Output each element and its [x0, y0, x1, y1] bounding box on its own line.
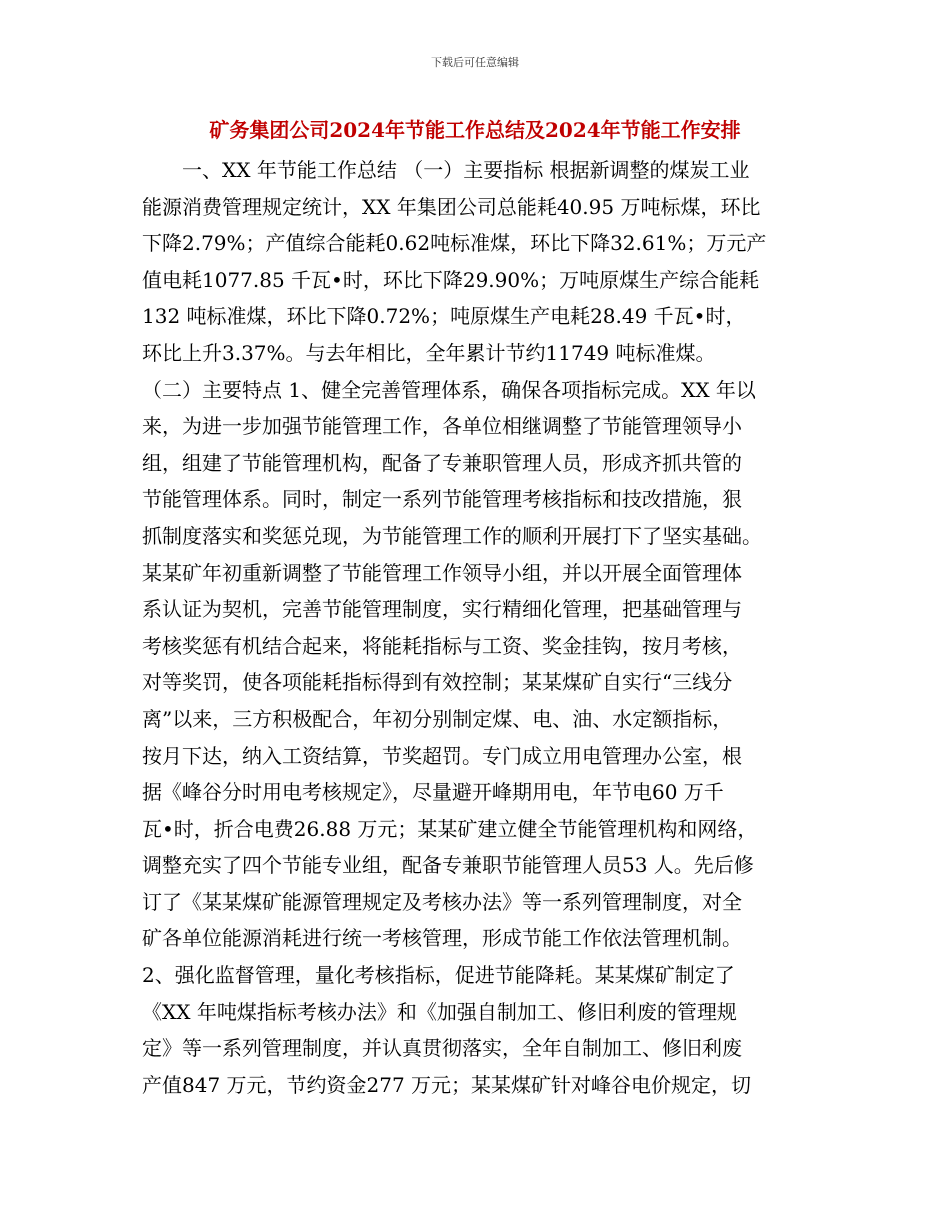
body-line: 离”以来，三方积极配合，年初分别制定煤、电、油、水定额指标，	[142, 706, 733, 731]
body-line: 订了《某某煤矿能源管理规定及考核办法》等一系列管理制度，对全	[142, 889, 742, 914]
body-line: 能源消费管理规定统计，XX 年集团公司总能耗40.95 万吨标煤，环比	[142, 194, 761, 219]
body-line: 下降2.79%；产值综合能耗0.62吨标准煤，环比下降32.61%；万元产	[142, 231, 767, 256]
body-line: 某某矿年初重新调整了节能管理工作领导小组，并以开展全面管理体	[142, 560, 742, 585]
body-line: 产值847 万元，节约资金277 万元；某某煤矿针对峰谷电价规定，切	[142, 1072, 752, 1097]
body-line: 节能管理体系。同时，制定一系列节能管理考核指标和技改措施，狠	[142, 487, 742, 512]
body-line: 值电耗1077.85 千瓦•时，环比下降29.90%；万吨原煤生产综合能耗	[142, 267, 760, 292]
body-line: 对等奖罚，使各项能耗指标得到有效控制；某某煤矿自实行“三线分	[142, 670, 733, 695]
body-line: 2、强化监督管理，量化考核指标，促进节能降耗。某某煤矿制定了	[142, 963, 735, 988]
body-line: 《XX 年吨煤指标考核办法》和《加强自制加工、修旧利废的管理规	[142, 999, 737, 1024]
body-line: 环比上升3.37%。与去年相比，全年累计节约11749 吨标准煤。	[142, 340, 716, 365]
body-line: 系认证为契机，完善节能管理制度，实行精细化管理，把基础管理与	[142, 597, 742, 622]
body-line: 调整充实了四个节能专业组，配备专兼职节能管理人员53 人。先后修	[142, 853, 754, 878]
body-line: 132 吨标准煤，环比下降0.72%；吨原煤生产电耗28.49 千瓦•时，	[142, 304, 746, 329]
body-line: 一、XX 年节能工作总结 （一）主要指标 根据新调整的煤炭工业	[182, 158, 750, 182]
body-line: 定》等一系列管理制度，并认真贯彻落实，全年自制加工、修旧利废	[142, 1036, 742, 1061]
document-title: 矿务集团公司2024年节能工作总结及2024年节能工作安排	[209, 118, 741, 142]
document-body	[142, 152, 806, 1103]
body-line: 瓦•时，折合电费26.88 万元；某某矿建立健全节能管理机构和网络，	[142, 816, 758, 841]
body-line: （二）主要特点 1、健全完善管理体系，确保各项指标完成。XX 年以	[142, 377, 756, 402]
body-line: 据《峰谷分时用电考核规定》，尽量避开峰期用电，年节电60 万千	[142, 780, 724, 805]
body-line: 考核奖惩有机结合起来，将能耗指标与工资、奖金挂钩，按月考核，	[142, 633, 742, 658]
body-line: 来，为进一步加强节能管理工作，各单位相继调整了节能管理领导小	[142, 414, 742, 439]
body-line: 组，组建了节能管理机构，配备了专兼职管理人员，形成齐抓共管的	[142, 450, 742, 475]
page-header-note: 下载后可任意编辑	[431, 56, 519, 69]
body-line: 抓制度落实和奖惩兑现，为节能管理工作的顺利开展打下了坚实基础。	[142, 523, 762, 548]
body-line: 矿各单位能源消耗进行统一考核管理，形成节能工作依法管理机制。	[142, 926, 742, 951]
body-line: 按月下达，纳入工资结算，节奖超罚。专门成立用电管理办公室，根	[142, 743, 742, 768]
